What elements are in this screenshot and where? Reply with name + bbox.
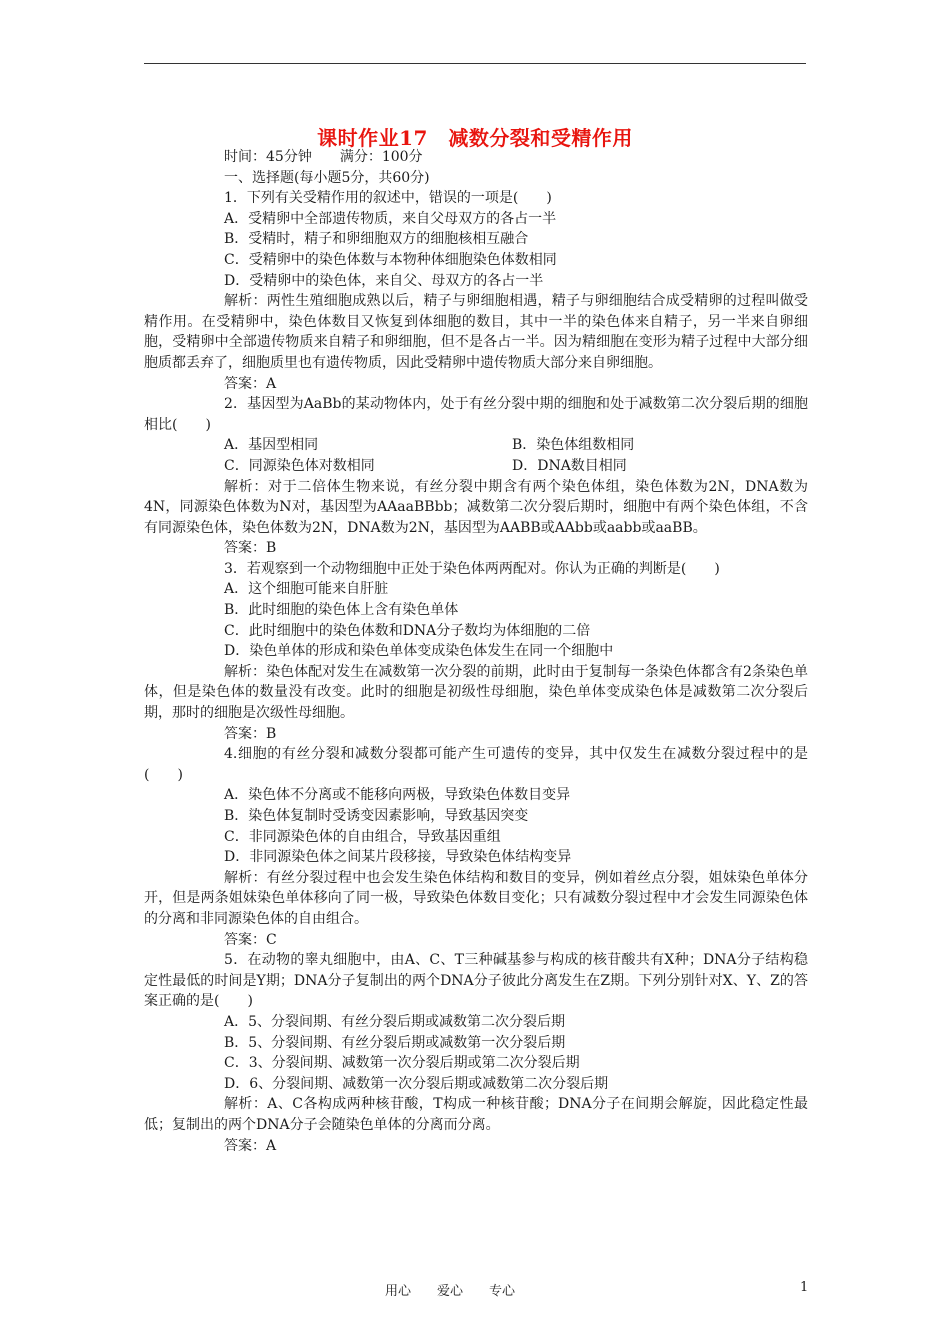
question-5-analysis: 解析：A、C各构成两种核苷酸，T构成一种核苷酸；DNA分子在间期会解旋，因此稳定性最低；复制出的两个DNA分子会随染色单体的分离而分离。	[144, 1096, 808, 1133]
question-3-analysis: 解析：染色体配对发生在减数第一次分裂的前期，此时由于复制每一条染色体都含有2条染色单体，但是染色体的数量没有改变。此时的细胞是初级性母细胞，染色单体变成染色体是减数第二次分裂后期，那时的细胞是次级性母细胞。	[144, 663, 808, 722]
question-2-stem: 2．基因型为AaBb的某动物体内，处于有丝分裂中期的细胞和处于减数第二次分裂后期的细胞相比( )	[144, 396, 808, 433]
question-1-option-a: A．受精卵中全部遗传物质，来自父母双方的各占一半	[224, 210, 557, 227]
question-4-option-b: B．染色体复制时受诱变因素影响，导致基因突变	[224, 808, 529, 824]
question-2-option-b: B．染色体组数相同	[512, 437, 635, 454]
time-score-line: 时间：45分钟 满分：100分	[224, 149, 423, 165]
question-3-stem: 3．若观察到一个动物细胞中正处于染色体两两配对。你认为正确的判断是( )	[224, 560, 720, 577]
footer-motto: 用心 爱心 专心	[385, 1284, 516, 1299]
question-1-answer: 答案：A	[224, 375, 277, 392]
question-2-analysis: 解析：对于二倍体生物来说，有丝分裂中期含有两个染色体组，染色体数为2N，DNA数为4N，同源染色体数为N对，基因型为AAaaBBbb；减数第二次分裂后期时，细胞中有两个染色体组，不含有同源染色体，染色体数为2N，DNA数为2N，基因型为AABB或AAbb或aabb或aaBB。	[144, 478, 808, 536]
question-5-option-c: C．3、分裂间期、减数第一次分裂后期或第二次分裂后期	[224, 1055, 580, 1072]
question-5-stem: 5．在动物的睾丸细胞中，由A、C、T三种碱基参与构成的核苷酸共有X种；DNA分子结构稳定性最低的时间是Y期；DNA分子复制出的两个DNA分子彼此分离发生在Z期。下列分别针对X、Y、Z的答案正确的是( )	[144, 952, 808, 1010]
document-body	[144, 147, 808, 1156]
question-5-option-b: B．5、分裂间期、有丝分裂后期或减数第一次分裂后期	[224, 1034, 566, 1051]
question-1-option-c: C．受精卵中的染色体数与本物种体细胞染色体数相同	[224, 251, 557, 268]
question-3-option-d: D．染色单体的形成和染色单体变成染色体发生在同一个细胞中	[224, 643, 614, 660]
question-3-option-c: C．此时细胞中的染色体数和DNA分子数均为体细胞的二倍	[224, 622, 591, 639]
question-2-answer: 答案：B	[224, 540, 277, 557]
question-3-answer: 答案：B	[224, 725, 277, 742]
page-title: 课时作业17 减数分裂和受精作用	[317, 126, 633, 150]
question-2-option-c: C．同源染色体对数相同	[224, 457, 375, 474]
question-1-option-b: B．受精时，精子和卵细胞双方的细胞核相互融合	[224, 231, 529, 248]
question-2-options-row-2	[144, 456, 808, 477]
question-1-stem: 1．下列有关受精作用的叙述中，错误的一项是( )	[224, 190, 552, 207]
question-1-analysis: 解析：两性生殖细胞成熟以后，精子与卵细胞相遇，精子与卵细胞结合成受精卵的过程叫做受精作用。在受精卵中，染色体数目又恢复到体细胞的数目，其中一半的染色体来自精子，另一半来自卵细胞，受精卵中全部遗传物质来自精子和卵细胞，但不是各占一半。因为精细胞在变形为精子过程中大部分细胞质都丢弃了，细胞质里也有遗传物质，因此受精卵中遗传物质大部分来自卵细胞。	[144, 293, 808, 371]
page-number: 1	[800, 1280, 809, 1295]
question-4-option-a: A．染色体不分离或不能移向两极，导致染色体数目变异	[224, 787, 571, 804]
question-4-stem: 4.细胞的有丝分裂和减数分裂都可能产生可遗传的变异，其中仅发生在减数分裂过程中的是( )	[144, 746, 808, 783]
question-2-options-row-1	[144, 435, 808, 456]
question-5-answer: 答案：A	[224, 1137, 277, 1154]
question-4-option-d: D．非同源染色体之间某片段移接，导致染色体结构变异	[224, 849, 572, 866]
question-1-option-d: D．受精卵中的染色体，来自父、母双方的各占一半	[224, 272, 544, 289]
question-4-analysis: 解析：有丝分裂过程中也会发生染色体结构和数目的变异，例如着丝点分裂，姐妹染色单体分开，但是两条姐妹染色单体移向了同一极，导致染色体数目变化；只有减数分裂过程中才会发生同源染色体的分离和非同源染色体的自由组合。	[144, 869, 808, 927]
section-heading: 一、选择题(每小题5分，共60分)	[224, 169, 430, 186]
header-rule	[144, 63, 806, 64]
question-2-option-a: A．基因型相同	[224, 437, 319, 454]
question-2-option-d: D．DNA数目相同	[512, 457, 627, 474]
question-3-option-b: B．此时细胞的染色体上含有染色单体	[224, 602, 459, 619]
question-3-option-a: A．这个细胞可能来自肝脏	[224, 581, 389, 598]
question-5-option-a: A．5、分裂间期、有丝分裂后期或减数第二次分裂后期	[224, 1013, 566, 1030]
question-4-option-c: C．非同源染色体的自由组合，导致基因重组	[224, 828, 501, 845]
question-5-option-d: D．6、分裂间期、减数第一次分裂后期或减数第二次分裂后期	[224, 1075, 609, 1092]
question-4-answer: 答案：C	[224, 931, 277, 948]
